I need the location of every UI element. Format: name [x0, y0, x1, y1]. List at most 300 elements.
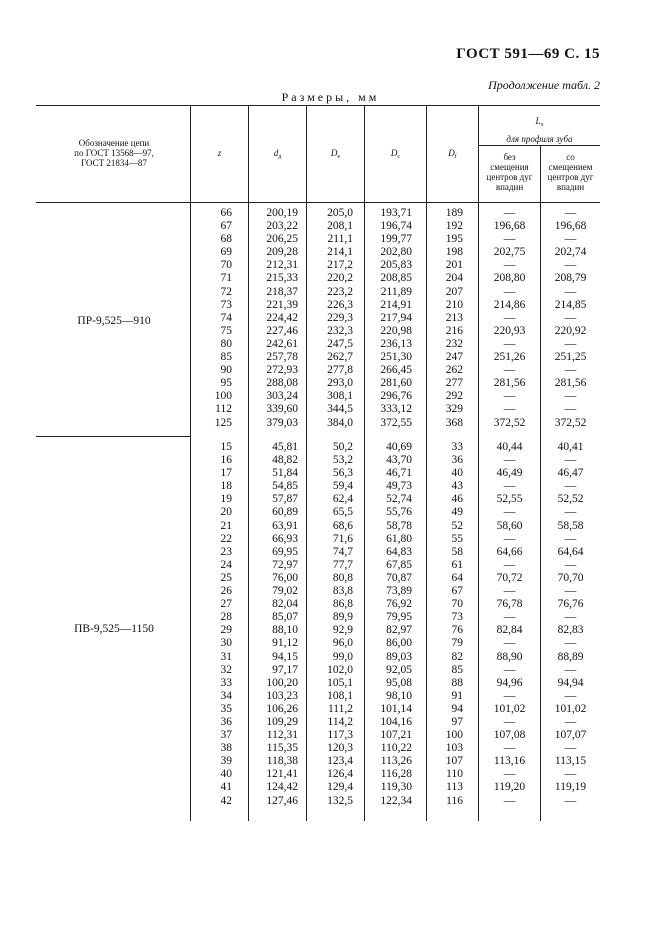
table-cell: 113 [446, 781, 463, 794]
table-cell: 46,49 [496, 467, 523, 480]
table-continuation-note: Продолжение табл. 2 [488, 78, 600, 92]
table-cell: 89,03 [386, 650, 412, 663]
table-cell: 70 [451, 598, 463, 611]
table-cell: 100 [445, 729, 463, 742]
table-cell: 216 [445, 324, 463, 337]
table-cell: 88 [451, 676, 463, 689]
table-cell: 119,20 [493, 781, 526, 794]
table-cell: 52,74 [386, 493, 412, 506]
table-cell: 73,89 [386, 585, 412, 598]
table-cell: 33 [220, 676, 232, 689]
table-cell: — [564, 558, 577, 571]
table-cell: 196,74 [380, 220, 412, 233]
table-cell: — [503, 532, 516, 545]
table-cell: — [564, 506, 577, 519]
table-cell: — [503, 480, 516, 493]
table-cell: 61 [451, 558, 463, 571]
table-cell: 69,95 [272, 545, 298, 558]
table-cell: 70,72 [496, 571, 523, 584]
table-cell: 200,19 [266, 207, 298, 219]
table-cell: 23 [220, 545, 232, 558]
table-cell: 122,34 [380, 794, 412, 807]
table-cell: 66,93 [272, 532, 298, 545]
table-cell: 50,2 [332, 441, 353, 453]
table-cell: 214,1 [327, 246, 353, 259]
table-cell: 192 [445, 220, 463, 233]
table-cell: 215,33 [266, 272, 298, 285]
table-cell: 64 [451, 571, 463, 584]
table-cell: 82 [451, 650, 463, 663]
table-cell: 201 [445, 259, 463, 272]
table-cell: 55 [451, 532, 463, 545]
table-cell: — [503, 585, 516, 598]
table-cell: 62,4 [332, 493, 353, 506]
table-cell: 116 [446, 794, 463, 807]
table-cell: 106,26 [266, 702, 298, 715]
table-cell: 42 [220, 794, 232, 807]
table-cell: 53,2 [332, 454, 353, 467]
table-cell: — [564, 532, 577, 545]
table-cell: 63,91 [272, 519, 298, 532]
table-cell: 208,79 [554, 272, 587, 285]
table-cell: 224,42 [266, 311, 298, 324]
table-cell: 333,12 [380, 403, 412, 416]
table-cell: — [503, 311, 516, 324]
table-cell: 195 [445, 233, 463, 246]
table-cell: 220,2 [327, 272, 353, 285]
table-cell: 58,58 [557, 519, 584, 532]
De-column-g2 [307, 441, 353, 808]
document-reference: ГОСТ 591—69 С. 15 [456, 46, 600, 62]
table-cell: — [564, 454, 577, 467]
table-cell: 95,08 [386, 676, 412, 689]
table-cell: 51,84 [272, 467, 298, 480]
table-cell: 88,10 [272, 624, 298, 637]
table-cell: 40,41 [557, 441, 584, 453]
table-cell: 257,78 [266, 351, 298, 364]
table-cell: — [503, 390, 516, 403]
table-cell: 16 [220, 454, 232, 467]
table-cell: 204 [445, 272, 463, 285]
table-cell: 129,4 [327, 781, 353, 794]
table-cell: 25 [220, 571, 232, 584]
lx-subheader-rule [478, 145, 600, 146]
table-cell: 372,55 [380, 416, 412, 429]
table-cell: 98,10 [386, 689, 412, 702]
d-header: $d_д$ [273, 148, 282, 160]
table-cell: 220,98 [380, 324, 412, 337]
table-cell: 92,9 [332, 624, 353, 637]
table-cell: 58,78 [386, 519, 412, 532]
table-cell: 109,29 [266, 715, 298, 728]
table-cell: 94,96 [496, 676, 523, 689]
table-cell: 247 [445, 351, 463, 364]
table-cell: 34 [220, 689, 232, 702]
table-cell: 368 [445, 416, 463, 429]
table-cell: 85 [220, 351, 232, 364]
table-cell: 97,17 [272, 663, 298, 676]
table-cell: 32 [220, 663, 232, 676]
table-cell: 21 [220, 519, 232, 532]
table-cell: 76,76 [557, 598, 584, 611]
table-cell: 71,6 [332, 532, 353, 545]
designation-header: Обозначение цепи по ГОСТ 13568—97, ГОСТ 21834—87 [74, 138, 154, 168]
table-cell: 114,2 [327, 715, 353, 728]
table-cell: — [564, 337, 577, 350]
table-cell: 120,3 [327, 742, 353, 755]
table-cell: 202,80 [380, 246, 412, 259]
Dc-header: $D_c$ [390, 148, 401, 160]
table-cell: 37 [220, 729, 232, 742]
table-cell: — [564, 663, 577, 676]
table-cell: 251,26 [493, 351, 526, 364]
table-cell: 73 [220, 298, 232, 311]
table-cell: 205,0 [327, 207, 353, 219]
Dc-column-g1 [365, 207, 412, 430]
table-cell: 303,24 [266, 390, 298, 403]
table-cell: 308,1 [327, 390, 353, 403]
table-cell: — [503, 742, 516, 755]
table-cell: 329 [445, 403, 463, 416]
table-cell: 40 [220, 768, 232, 781]
table-cell: 65,5 [332, 506, 353, 519]
table-cell: 40,44 [496, 441, 523, 453]
table-cell: 70,87 [386, 571, 412, 584]
table-cell: 101,02 [554, 702, 587, 715]
table-cell: 28 [220, 611, 232, 624]
table-top-rule [36, 105, 600, 106]
table-cell: 207 [445, 285, 463, 298]
table-cell: — [503, 337, 516, 350]
Df-column-g1 [427, 207, 463, 430]
table-cell: — [503, 364, 516, 377]
L1-column-g1 [479, 207, 540, 430]
table-cell: 217,94 [380, 311, 412, 324]
table-cell: 15 [220, 441, 232, 453]
table-cell: 384,0 [327, 416, 353, 429]
Lx-header: $L_x$ для профиля зуба [506, 116, 573, 144]
table-cell: 73 [451, 611, 463, 624]
table-cell: 85 [451, 663, 463, 676]
table-cell: 206,25 [266, 233, 298, 246]
table-cell: 113,15 [554, 755, 587, 768]
table-cell: 339,60 [266, 403, 298, 416]
table-cell: — [503, 715, 516, 728]
table-cell: 91,12 [272, 637, 298, 650]
table-cell: 94 [451, 702, 463, 715]
table-cell: 242,61 [266, 337, 298, 350]
table-cell: 45,81 [272, 441, 298, 453]
table-cell: 39 [220, 755, 232, 768]
table-cell: 226,3 [327, 298, 353, 311]
table-cell: 203,22 [266, 220, 298, 233]
table-cell: 41 [220, 781, 232, 794]
table-cell: 110 [446, 768, 463, 781]
table-cell: 77,7 [332, 558, 353, 571]
table-cell: 59,4 [332, 480, 353, 493]
table-cell: 94,94 [557, 676, 584, 689]
table-cell: 46,47 [557, 467, 584, 480]
table-cell: 67 [451, 585, 463, 598]
table-cell: 24 [220, 558, 232, 571]
table-cell: 196,68 [493, 220, 526, 233]
table-cell: 58,60 [496, 519, 523, 532]
table-cell: 31 [220, 650, 232, 663]
table-cell: 40,69 [386, 441, 412, 453]
table-cell: 247,5 [327, 337, 353, 350]
table-cell: 212,31 [266, 259, 298, 272]
table-cell: — [503, 454, 516, 467]
table-cell: — [564, 364, 577, 377]
table-cell: 110,22 [380, 742, 412, 755]
table-cell: 251,25 [554, 351, 587, 364]
table-cell: 49 [451, 506, 463, 519]
table-cell: 19 [220, 493, 232, 506]
table-cell: 100 [214, 390, 232, 403]
table-cell: — [564, 715, 577, 728]
dimensions-caption: Размеры, мм [281, 90, 380, 104]
table-cell: 111,2 [327, 702, 353, 715]
table-cell: 29 [220, 624, 232, 637]
table-cell: 52,55 [496, 493, 523, 506]
table-cell: 296,76 [380, 390, 412, 403]
table-cell: 88,89 [557, 650, 584, 663]
group-separator-rule [36, 436, 190, 437]
table-cell: 214,91 [380, 298, 412, 311]
table-cell: 91 [451, 689, 463, 702]
table-cell: 18 [220, 480, 232, 493]
table-cell: 198 [445, 246, 463, 259]
table-cell: 33 [451, 441, 463, 453]
table-cell: 127,46 [266, 794, 298, 807]
table-cell: 372,52 [493, 416, 526, 429]
table-cell: 76,00 [272, 571, 298, 584]
table-cell: 220,93 [493, 324, 526, 337]
table-cell: 113,26 [380, 755, 412, 768]
without-offset-header: без смещения центров дуг впадин [486, 152, 533, 192]
table-cell: — [503, 611, 516, 624]
table-cell: 218,37 [266, 285, 298, 298]
table-cell: 277 [445, 377, 463, 390]
table-cell: — [564, 480, 577, 493]
table-cell: 102,0 [327, 663, 353, 676]
table-cell: 266,45 [380, 364, 412, 377]
table-cell: 99,0 [332, 650, 353, 663]
table-cell: 80 [220, 337, 232, 350]
table-cell: 223,2 [327, 285, 353, 298]
table-cell: 125 [214, 416, 232, 429]
table-cell: 116,28 [380, 768, 412, 781]
table-cell: 229,3 [327, 311, 353, 324]
table-cell: 43,70 [386, 454, 412, 467]
table-cell: 92,05 [386, 663, 412, 676]
table-cell: — [564, 689, 577, 702]
table-cell: 61,80 [386, 532, 412, 545]
table-cell: 49,73 [386, 480, 412, 493]
table-cell: 100,20 [266, 676, 298, 689]
table-cell: 117,3 [327, 729, 353, 742]
table-cell: — [564, 233, 577, 246]
table-cell: 56,3 [332, 467, 353, 480]
table-cell: 281,56 [554, 377, 587, 390]
table-cell: 209,28 [266, 246, 298, 259]
table-cell: 123,4 [327, 755, 353, 768]
table-cell: 48,82 [272, 454, 298, 467]
table-cell: 86,00 [386, 637, 412, 650]
table-cell: 104,16 [380, 715, 412, 728]
Df-header: $D_f$ [448, 148, 457, 160]
table-cell: 107,08 [493, 729, 526, 742]
table-cell: 288,08 [266, 377, 298, 390]
Df-column-g2 [427, 441, 463, 808]
table-cell: — [503, 558, 516, 571]
table-cell: 193,71 [380, 207, 412, 219]
table-cell: 132,5 [327, 794, 353, 807]
table-cell: 196,68 [554, 220, 587, 233]
table-cell: 208,85 [380, 272, 412, 285]
header-bottom-rule [36, 202, 600, 203]
De-column-g1 [307, 207, 353, 430]
table-cell: 202,74 [554, 246, 587, 259]
z-header: z [217, 148, 222, 158]
table-cell: 67,85 [386, 558, 412, 571]
table-cell: 208,80 [493, 272, 526, 285]
table-cell: 57,87 [272, 493, 298, 506]
table-cell: 103,23 [266, 689, 298, 702]
table-cell: 68,6 [332, 519, 353, 532]
table-cell: 210 [445, 298, 463, 311]
table-cell: 221,39 [266, 298, 298, 311]
table-cell: 82,97 [386, 624, 412, 637]
table-cell: 52,52 [557, 493, 584, 506]
L1-column-g2 [479, 441, 540, 808]
table-cell: 26 [220, 585, 232, 598]
table-cell: 69 [220, 246, 232, 259]
table-cell: 272,93 [266, 364, 298, 377]
table-cell: 89,9 [332, 611, 353, 624]
table-cell: 72,97 [272, 558, 298, 571]
table-cell: 232 [445, 337, 463, 350]
table-cell: 79 [451, 637, 463, 650]
table-cell: — [503, 794, 516, 807]
table-cell: 68 [220, 233, 232, 246]
table-cell: — [564, 768, 577, 781]
table-cell: 55,76 [386, 506, 412, 519]
table-cell: 58 [451, 545, 463, 558]
table-cell: 213 [445, 311, 463, 324]
table-cell: 118,38 [266, 755, 298, 768]
table-cell: — [503, 233, 516, 246]
L2-column-g2 [541, 441, 600, 808]
table-cell: — [564, 794, 577, 807]
table-cell: 54,85 [272, 480, 298, 493]
table-cell: — [503, 663, 516, 676]
table-cell: 79,02 [272, 585, 298, 598]
table-cell: 97 [451, 715, 463, 728]
table-cell: 90 [220, 364, 232, 377]
table-cell: — [503, 768, 516, 781]
table-cell: 101,02 [493, 702, 526, 715]
table-cell: 64,66 [496, 545, 523, 558]
table-cell: — [503, 506, 516, 519]
table-cell: 281,60 [380, 377, 412, 390]
table-cell: — [564, 742, 577, 755]
table-cell: 86,8 [332, 598, 353, 611]
table-cell: 220,92 [554, 324, 587, 337]
d-column-g1 [249, 207, 298, 430]
table-cell: — [503, 259, 516, 272]
table-cell: 80,8 [332, 571, 353, 584]
table-cell: 79,95 [386, 611, 412, 624]
table-cell: 202,75 [493, 246, 526, 259]
table-cell: 64,64 [557, 545, 584, 558]
table-cell: — [503, 285, 516, 298]
table-cell: 292 [445, 390, 463, 403]
table-cell: 27 [220, 598, 232, 611]
table-cell: 74,7 [332, 545, 353, 558]
table-cell: 36 [220, 715, 232, 728]
table-cell: 189 [445, 207, 463, 219]
table-cell: — [564, 585, 577, 598]
table-cell: 379,03 [266, 416, 298, 429]
z-column-g1 [191, 207, 232, 430]
table-cell: 82,84 [496, 624, 523, 637]
De-header: $D_e$ [330, 148, 341, 160]
table-cell: — [503, 207, 516, 219]
table-cell: 217,2 [327, 259, 353, 272]
table-cell: 43 [451, 480, 463, 493]
table-cell: 22 [220, 532, 232, 545]
table-cell: 40 [451, 467, 463, 480]
table-cell: 121,41 [266, 768, 298, 781]
table-cell: 112 [215, 403, 232, 416]
table-cell: 94,15 [272, 650, 298, 663]
table-cell: 107,21 [380, 729, 412, 742]
table-cell: 108,1 [327, 689, 353, 702]
with-offset-header: со смещением центров дуг впадин [547, 152, 594, 192]
table-cell: 372,52 [554, 416, 587, 429]
chain-designation-pv: ПВ-9,525—1150 [74, 623, 154, 635]
table-cell: 277,8 [327, 364, 353, 377]
table-cell: 251,30 [380, 351, 412, 364]
table-cell: 113,16 [493, 755, 526, 768]
table-cell: 126,4 [327, 768, 353, 781]
table-cell: 88,90 [496, 650, 523, 663]
table-cell: 85,07 [272, 611, 298, 624]
table-cell: — [564, 285, 577, 298]
table-cell: — [564, 637, 577, 650]
d-column-g2 [249, 441, 298, 808]
table-cell: 105,1 [327, 676, 353, 689]
table-cell: — [503, 637, 516, 650]
table-cell: 70,70 [557, 571, 584, 584]
table-cell: 232,3 [327, 324, 353, 337]
table-cell: 119,19 [554, 781, 587, 794]
table-cell: 211,1 [327, 233, 353, 246]
table-cell: 199,77 [380, 233, 412, 246]
table-cell: 76,92 [386, 598, 412, 611]
L2-column-g1 [541, 207, 600, 430]
table-cell: 112,31 [266, 729, 298, 742]
table-cell: 36 [451, 454, 463, 467]
table-cell: 60,89 [272, 506, 298, 519]
table-cell: 76,78 [496, 598, 523, 611]
table-cell: 96,0 [332, 637, 353, 650]
table-cell: 70 [220, 259, 232, 272]
table-cell: 82,83 [557, 624, 584, 637]
table-cell: 107 [445, 755, 463, 768]
table-cell: 72 [220, 285, 232, 298]
